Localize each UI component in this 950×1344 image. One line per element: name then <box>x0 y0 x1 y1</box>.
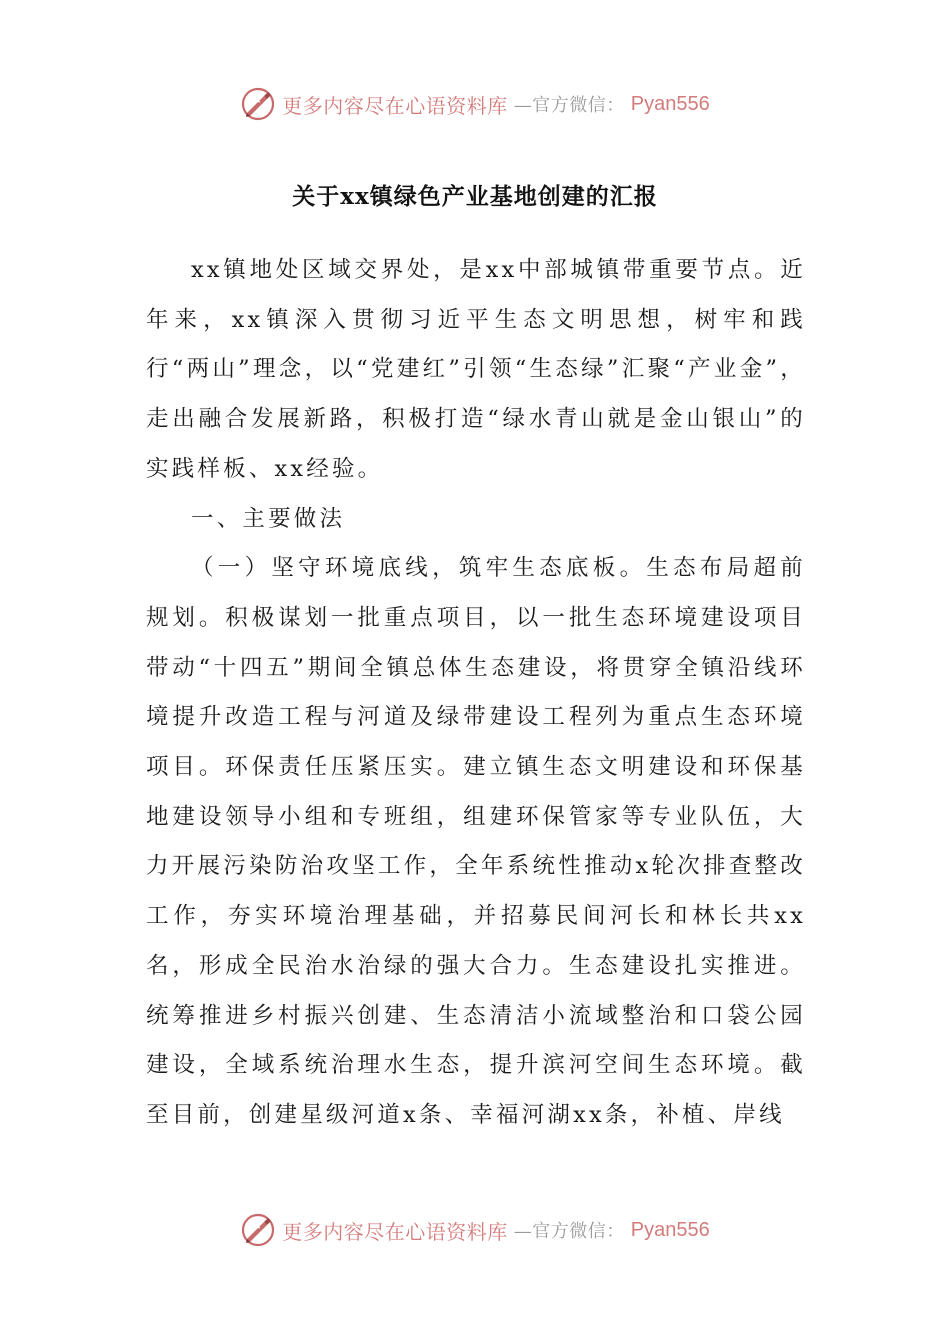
watermark-wechat-id: Pyan556 <box>630 92 710 115</box>
paragraph-intro: xx镇地处区域交界处，是xx中部城镇带重要节点。近年来，xx镇深入贯彻习近平生态文明思想，树牢和践行“两山”理念，以“党建红”引领“生态绿”汇聚“产业金”，走出融合发展新路，积极打造“绿水青山就是金山银山”的实践样板、xx经验。 <box>146 257 806 482</box>
watermark-wechat-id: Pyan556 <box>630 1218 710 1241</box>
pen-logo-icon <box>240 86 276 122</box>
watermark-text: 更多内容尽在心语资料库 <box>282 1219 508 1244</box>
pen-logo-icon <box>240 1212 276 1248</box>
paragraph-environment: （一）坚守环境底线，筑牢生态底板。生态布局超前规划。积极谋划一批重点项目，以一批生态环境建设项目带动“十四五”期间全镇总体生态建设，将贯穿全镇沿线环境提升改造工程与河道及绿带建设工程列为重点生态环境项目。环保责任压紧压实。建立镇生态文明建设和环保基地建设领导小组和专班组，组建环保管家等专业队伍，大力开展污染防治攻坚工作，全年系统性推动x轮次排查整改工作，夯实环境治理基础，并招募民间河长和林长共xx名，形成全民治水治绿的强大合力。生态建设扎实推进。统筹推进乡村振兴创建、生态清洁小流域整治和口袋公园建设，全域系统治理水生态，提升滨河空间生态环境。截至目前，创建星级河道x条、幸福河湖xx条，补植、岸线 <box>146 555 806 1128</box>
document-body <box>146 246 806 1141</box>
watermark-separator: —官方微信： <box>513 95 625 116</box>
document-title: 关于xx镇绿色产业基地创建的汇报 <box>292 183 658 210</box>
section-heading-main-practices: 一、主要做法 <box>191 505 346 532</box>
watermark-footer <box>0 1208 950 1252</box>
watermark-header <box>0 82 950 126</box>
watermark-text: 更多内容尽在心语资料库 <box>282 93 508 118</box>
watermark-separator: —官方微信： <box>513 1221 625 1242</box>
